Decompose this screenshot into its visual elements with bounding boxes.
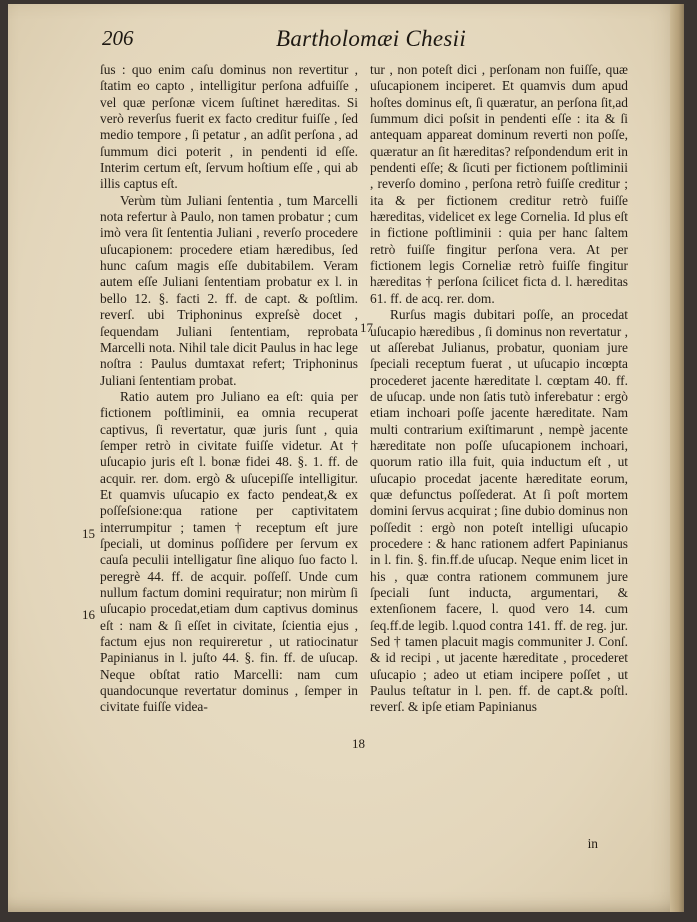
right-column <box>370 62 628 716</box>
page-header <box>100 26 624 54</box>
book-page <box>8 4 684 912</box>
left-paragraph-1: ſus : quo enim caſu dominus non revertitur , ſtatim eo capto , intelligitur perſona adfuiſſe , vel quæ perſonæ vicem ſuſtinet hæreditas. Si verò reverſus fuerit ex facto creditur fuiſſe , ſed medio tempore , ſi petatur , an adſit perſona , ad ſummum dici poterit , in pendenti id eſſe. Interim certum eſt, ſervum hoſtium eſſe , qui ab illis captus eſt. <box>100 62 358 192</box>
page-edge <box>670 4 684 912</box>
margin-number-15: 15 <box>82 526 95 541</box>
left-paragraph-3: Ratio autem pro Juliano ea eſt: quia per fictionem poſtliminii, ea omnia recuperat captivus, ſi revertatur, quæ juris ſunt , quia ſemper retrò in civitate fuiſſe videtur. At † uſucapio juris eſt l. bonæ fidei 48. §. 1. ff. de acquir. rer. dom. ergò & uſucepiſſe intelligitur. Et quamvis uſucapio ex facto pendeat,& ex poſſeſsione:qua ratione per captivitatem interrumpitur ; tamen † receptum eſt jure ſpeciali, ut dominus poſſidere per ſervum ex cauſa peculii intelligatur ſine aliquo ſuo facto l. peregrè 44. ff. de acquir. poſſeſſ. Unde cum nullum factum domini requiratur; non mirùm ſi uſucapio procedat,etiam dum captivus dominus eſt : nam & ſi eſſet in civitate, ſcientia ejus , factum ejus non requireretur , ut ratiocinatur Papinianus in l. juſto 44. §. fin. ff. de uſucap. Neque obſtat ratio Marcelli: nam cum quandocunque revertatur dominus , ſemper in civitate fuiſſe videa- <box>100 388 358 715</box>
running-head: Bartholomæi Chesii <box>276 26 467 51</box>
margin-number-18: 18 <box>352 736 365 751</box>
margin-number-16: 16 <box>82 607 95 622</box>
margin-number-17: 17 <box>360 320 373 335</box>
left-column <box>100 62 358 716</box>
right-paragraph-2: Rurſus magis dubitari poſſe, an procedat uſucapio hæredibus , ſi dominus non revertatur , ut aſſerebat Julianus, probatur, quoniam jure ſpeciali receptum fuerat , ut uſucapio incœpta procederet jacente hæreditate l. cœptam 40. ff. de uſucap. unde non ſatis tutò inferebatur : ergò etiam inchoari poſſe jacente hæreditate. Nam multi contrarium exiſtimarunt , nempè jacente hæreditate non poſſe uſucapionem inchoari, quorum ratio illa fuit, quia inductum eſt , ut uſucapio procedat jacente hæreditate eorum, quæ defunctus poſſederat. At ſi poſt mortem domini ſervus acquirat ; ſine dubio dominus non poſſedit : ergò non poteſt intelligi uſucapio procedere : & hanc rationem adfert Papinianus in l. fin. §. fin.ff.de uſucap. Neque enim licet in his , quæ contra rationem communem jure ſpeciali ſunt inducta, argumentari, & extenſionem facere, l. quod vero 14. cum ſeq.ff.de legib. l.quod contra 141. ff. de reg. jur. Sed † tamen placuit magis communiter J. Conſ. & id recipi , ut jacente hæreditate , procederet uſucapio ; adeo ut etiam incipere poſſet , ut Paulus teſtatur in l. pen. ff. de capt.& poſtl. reverſ. & ipſe etiam Papinianus <box>370 307 628 715</box>
page-number: 206 <box>102 26 134 50</box>
catchword: in <box>587 836 598 851</box>
left-paragraph-2: Verùm tùm Juliani ſententia , tum Marcelli nota refertur à Paulo, non tamen probatur ; cum imò vera ſit ſententia Juliani , reverſo procedere uſucapionem: procedere etiam hæredibus, ſed hunc caſum magis eſſe dubitabilem. Veram autem eſſe Juliani ſententiam probatur ex l. in bello 12. §. facti 2. ff. de capt. & poſtlim. reverſ. ubi Triphoninus expreſsè docet , ſequendam Juliani ſententiam, reprobata Marcelli nota. Nihil tale dicit Paulus in hac lege noſtra : Paulus dumtaxat refert; Triphoninus Juliani ſententiam probat. <box>100 192 358 388</box>
right-paragraph-1: tur , non poteſt dici , perſonam non fuiſſe, quæ uſucapionem inciperet. Et quamvis dum apud hoſtes dominus eſt, ſi quæratur, an perſona ſit,ad ſummum dici poſsit in pendenti eſſe : ita & ſi antequam appareat dominum reverti non poſſe, quæratur an ſit hæreditas? reſpondendum erit in pendenti eſſe; & ſicuti per fictionem poſtliminii , reverſo domino , perſona retrò fuiſſe creditur ; ita & per fictionem creditur retrò fuiſſe hæreditas, videlicet ex lege Cornelia. Id plus eſt in fictione poſtliminii : quia per hanc ſaltem retrò fuiſſe fingitur perſona vera. At per fictionem legis Corneliæ retrò fuiſſe fingitur hæreditas † perſona ſcilicet ficta d. l. hæreditas 61. ff. de acq. rer. dom. <box>370 62 628 306</box>
